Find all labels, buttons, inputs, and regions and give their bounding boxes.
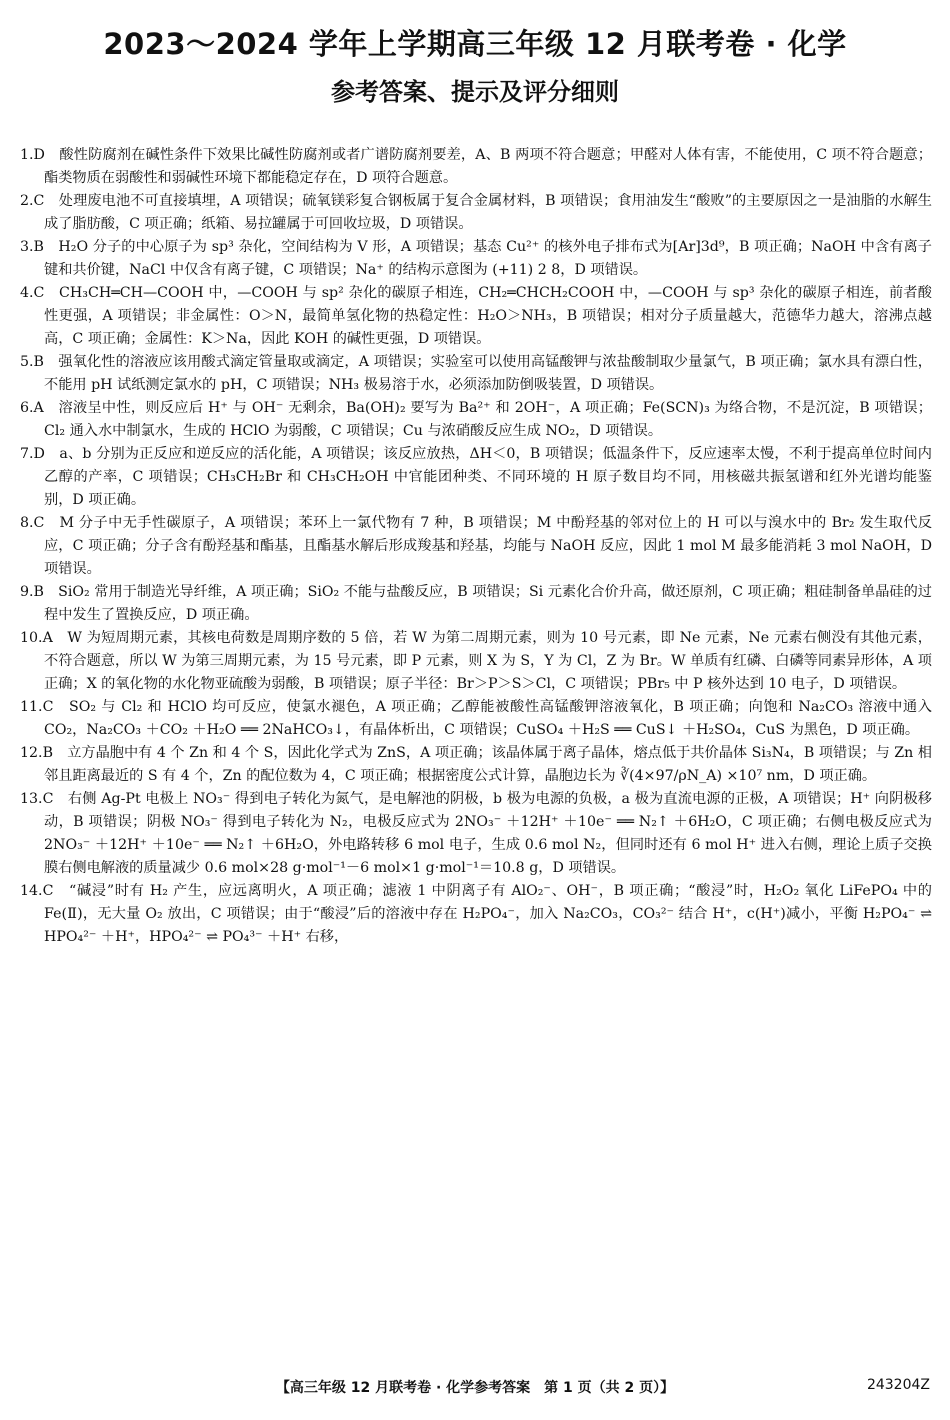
answer-item-5 xyxy=(20,351,932,397)
answer-text: 立方晶胞中有 4 个 Zn 和 4 个 S，因此化学式为 ZnS，A 项正确；该晶体属于离子晶体，熔点低于共价晶体 Si₃N₄，B 项错误；与 Zn 相邻且距离最近的 S 有 4 个，Zn 的配位数为 4，C 项正确；根据密度公式计算，晶胞边长为 ∛(4×97/ρN_A) ×10⁷ nm，D 项正确。 xyxy=(44,745,932,784)
answer-number: 9.B xyxy=(20,584,44,600)
answer-item-4 xyxy=(20,282,932,351)
answer-item-11 xyxy=(20,696,932,742)
answer-text: 溶液呈中性，则反应后 H⁺ 与 OH⁻ 无剩余，Ba(OH)₂ 要写为 Ba²⁺ 和 2OH⁻，A 项正确；Fe(SCN)₃ 为络合物，不是沉淀，B 项错误；Cl₂ 通入水中制氯水，生成的 HClO 为弱酸，C 项错误；Cu 与浓硝酸反应生成 NO₂，D 项错误。 xyxy=(44,400,932,439)
answer-text: 强氧化性的溶液应该用酸式滴定管量取或滴定，A 项错误；实验室可以使用高锰酸钾与浓盐酸制取少量氯气，B 项正确；氯水具有漂白性，不能用 pH 试纸测定氯水的 pH，C 项错误；NH₃ 极易溶于水，必须添加防倒吸装置，D 项错误。 xyxy=(44,354,932,393)
answer-text: 处理废电池不可直接填埋，A 项错误；硫氧镁彩复合钢板属于复合金属材料，B 项错误；食用油发生“酸败”的主要原因之一是油脂的水解生成了脂肪酸，C 项正确；纸箱、易拉罐属于可回收垃圾，D 项错误。 xyxy=(44,193,932,232)
answer-text: CH₃CH═CH—COOH 中，—COOH 与 sp² 杂化的碳原子相连，CH₂═CHCH₂COOH 中，—COOH 与 sp³ 杂化的碳原子相连，前者酸性更强，A 项错误；非金属性：O＞N，最简单氢化物的热稳定性：H₂O＞NH₃，B 项错误；相对分子质量越大，范德华力越大，溶沸点越高，C 项正确；金属性：K＞Na，因此 KOH 的碱性更强，D 项错误。 xyxy=(44,285,932,347)
answer-item-12 xyxy=(20,742,932,788)
answer-item-13 xyxy=(20,788,932,880)
answer-number: 11.C xyxy=(20,699,54,715)
answer-text: “碱浸”时有 H₂ 产生，应远离明火，A 项正确；滤液 1 中阴离子有 AlO₂⁻、OH⁻，B 项正确；“酸浸”时，H₂O₂ 氧化 LiFePO₄ 中的 Fe(Ⅱ)，无大量 O₂ 放出，C 项错误；由于“酸浸”后的溶液中存在 H₂PO₄⁻，加入 Na₂CO₃，CO₃²⁻ 结合 H⁺，c(H⁺)减小，平衡 H₂PO₄⁻ ⇌ HPO₄²⁻ ＋H⁺，HPO₄²⁻ ⇌ PO₄³⁻ ＋H⁺ 右移， xyxy=(44,883,932,945)
answer-text: SiO₂ 常用于制造光导纤维，A 项正确；SiO₂ 不能与盐酸反应，B 项错误；Si 元素化合价升高，做还原剂，C 项正确；粗硅制备单晶硅的过程中发生了置换反应，D 项正确。 xyxy=(44,584,932,623)
answer-number: 13.C xyxy=(20,791,54,807)
answer-item-14 xyxy=(20,880,932,949)
answer-item-6 xyxy=(20,397,932,443)
page-footer xyxy=(0,1377,950,1401)
answer-text: H₂O 分子的中心原子为 sp³ 杂化，空间结构为 V 形，A 项错误；基态 Cu²⁺ 的核外电子排布式为[Ar]3d⁹，B 项正确；NaOH 中含有离子键和共价键，NaCl 中仅含有离子键，C 项错误；Na⁺ 的结构示意图为 (+11) 2 8，D 项错误。 xyxy=(44,239,932,278)
answer-item-2 xyxy=(20,190,932,236)
answer-text: SO₂ 与 Cl₂ 和 HClO 均可反应，使氯水褪色，A 项正确；乙醇能被酸性高锰酸钾溶液氧化，B 项正确；向饱和 Na₂CO₃ 溶液中通入 CO₂，Na₂CO₃ ＋CO₂ ＋H₂O ══ 2NaHCO₃↓，有晶体析出，C 项错误；CuSO₄ ＋H₂S ══ CuS↓ ＋H₂SO₄，CuS 为黑色，D 项正确。 xyxy=(44,699,932,738)
answer-item-1 xyxy=(20,144,932,190)
answer-number: 5.B xyxy=(20,354,44,370)
answer-list xyxy=(20,144,932,949)
answer-number: 12.B xyxy=(20,745,53,761)
answer-number: 14.C xyxy=(20,883,54,899)
answer-text: M 分子中无手性碳原子，A 项错误；苯环上一氯代物有 7 种，B 项错误；M 中酚羟基的邻对位上的 H 可以与溴水中的 Br₂ 发生取代反应，C 项正确；分子含有酚羟基和酯基，且酯基水解后形成羧基和羟基，均能与 NaOH 反应，因此 1 mol M 最多能消耗 3 mol NaOH，D 项错误。 xyxy=(44,515,932,577)
answer-number: 8.C xyxy=(20,515,45,531)
answer-text: 右侧 Ag-Pt 电极上 NO₃⁻ 得到电子转化为氮气，是电解池的阴极，b 极为电源的负极，a 极为直流电源的正极，A 项错误；H⁺ 向阴极移动，B 项错误；阴极 NO₃⁻ 得到电子转化为 N₂，电极反应式为 2NO₃⁻ ＋12H⁺ ＋10e⁻ ══ N₂↑ ＋6H₂O，C 项正确；右侧电极反应式为 2NO₃⁻ ＋12H⁺ ＋10e⁻ ══ N₂↑ ＋6H₂O，外电路转移 6 mol 电子，生成 0.6 mol N₂，但同时还有 6 mol H⁺ 进入右侧，理论上质子交换膜右侧电解液的质量减少 0.6 mol×28 g·mol⁻¹－6 mol×1 g·mol⁻¹＝10.8 g，D 项错误。 xyxy=(44,791,932,876)
footer-page-info: 【高三年级 12 月联考卷 · 化学参考答案 第 1 页（共 2 页）】 xyxy=(275,1380,675,1396)
page-title: 2023～2024 学年上学期高三年级 12 月联考卷 · 化学 xyxy=(103,27,847,61)
answer-item-9 xyxy=(20,581,932,627)
footer-code: 243204Z xyxy=(866,1377,930,1393)
answer-number: 1.D xyxy=(20,147,45,163)
answer-item-7 xyxy=(20,443,932,512)
answer-text: a、b 分别为正反应和逆反应的活化能，A 项错误；该反应放热，ΔH＜0，B 项错误；低温条件下，反应速率太慢，不利于提高单位时间内乙醇的产率，C 项错误；CH₃CH₂Br 和 CH₃CH₂OH 中官能团种类、不同环境的 H 原子数目均不同，用核磁共振氢谱和红外光谱均能鉴别，D 项正确。 xyxy=(44,446,932,508)
answer-number: 3.B xyxy=(20,239,44,255)
answer-text: 酸性防腐剂在碱性条件下效果比碱性防腐剂或者广谱防腐剂要差，A、B 两项不符合题意；甲醛对人体有害，不能使用，C 项不符合题意；酯类物质在弱酸性和弱碱性环境下都能稳定存在，D 项符合题意。 xyxy=(44,147,932,186)
answer-number: 7.D xyxy=(20,446,45,462)
answer-number: 4.C xyxy=(20,285,45,301)
answer-number: 10.A xyxy=(20,630,53,646)
page-subtitle: 参考答案、提示及评分细则 xyxy=(331,78,619,106)
answer-item-10 xyxy=(20,627,932,696)
answer-text: W 为短周期元素，其核电荷数是周期序数的 5 倍，若 W 为第二周期元素，则为 10 号元素，即 Ne 元素，Ne 元素右侧没有其他元素，不符合题意，所以 W 为第三周期元素，为 15 号元素，即 P 元素，则 X 为 S，Y 为 Cl，Z 为 Br。W 单质有红磷、白磷等同素异形体，A 项正确；X 的氧化物的水化物亚硫酸为弱酸，B 项错误；原子半径：Br＞P＞S＞Cl，C 项错误；PBr₅ 中 P 核外达到 10 电子，D 项错误。 xyxy=(44,630,932,692)
answer-item-8 xyxy=(20,512,932,581)
answer-item-3 xyxy=(20,236,932,282)
answer-number: 6.A xyxy=(20,400,44,416)
answer-number: 2.C xyxy=(20,193,45,209)
